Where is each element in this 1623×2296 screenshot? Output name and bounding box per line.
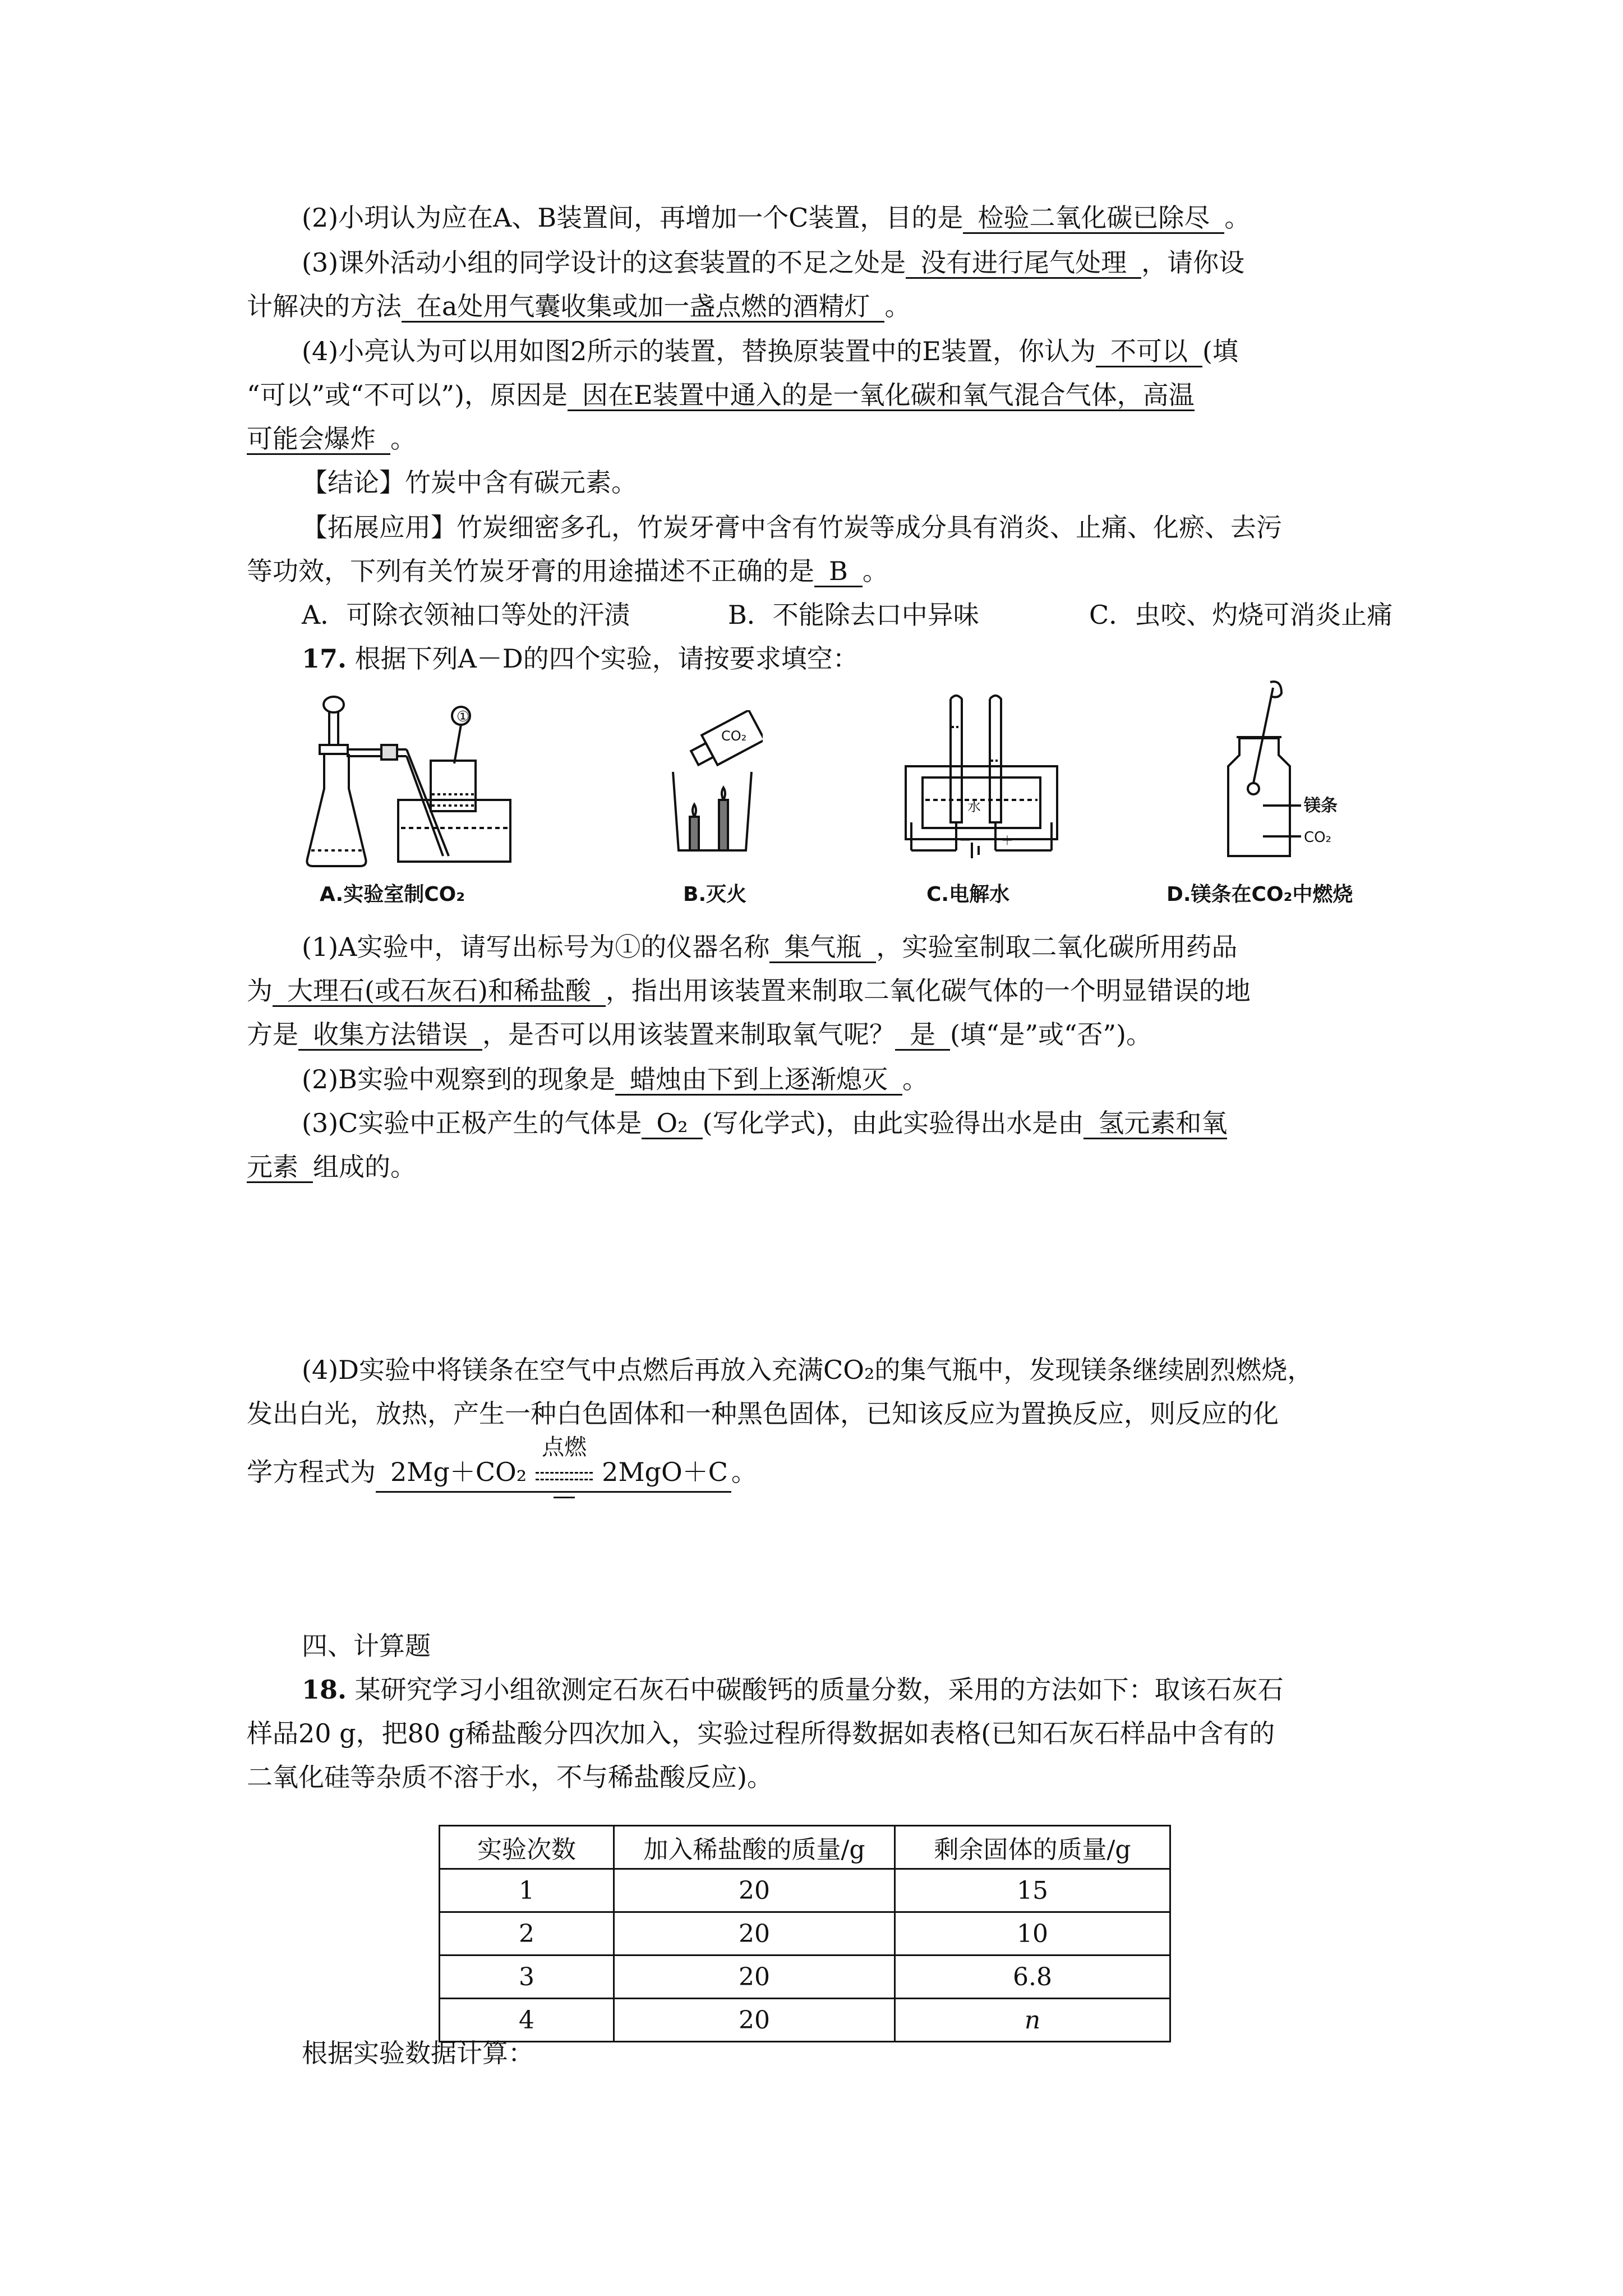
equation-left: 2Mg＋CO₂ <box>390 1457 527 1487</box>
q16-part4-line2 <box>247 378 1195 412</box>
q18-after-table: 根据实验数据计算： <box>302 2038 534 2068</box>
q16-part4-line1 <box>302 334 1238 368</box>
marker-1: ① <box>457 708 470 725</box>
answer-blank: 大理石(或石灰石)和稀盐酸 <box>273 976 606 1007</box>
table-cell: 15 <box>895 1869 1170 1912</box>
answer-blank: 检验二氧化碳已除尽 <box>963 203 1224 234</box>
table-row <box>440 1999 1170 2042</box>
q18-line3: 二氧化硅等杂质不溶于水，不与稀盐酸反应)。 <box>247 1762 773 1792</box>
table-cell: n <box>895 1999 1170 2042</box>
punctuation: 。 <box>390 424 416 454</box>
answer-blank: 不可以 <box>1096 337 1202 367</box>
question-stem: 根据下列A－D的四个实验，请按要求填空： <box>354 643 859 674</box>
table-header: 加入稀盐酸的质量/g <box>614 1826 895 1869</box>
reaction-condition <box>533 1434 595 1491</box>
table-cell: 20 <box>614 1999 895 2042</box>
q17-part1-line2 <box>247 974 1251 1007</box>
experiment-data-table <box>439 1825 1171 2042</box>
magnesium-burning-figure <box>1211 677 1357 867</box>
table-cell: 10 <box>895 1912 1170 1955</box>
answer-blank: 集气瓶 <box>769 932 876 963</box>
table-cell: 20 <box>614 1869 895 1912</box>
extension-text: 等功效，下列有关竹炭牙膏的用途描述不正确的是 <box>247 556 814 586</box>
punctuation: 。 <box>884 291 911 321</box>
extension-line1: 【拓展应用】竹炭细密多孔，竹炭牙膏中含有竹炭等成分具有消炎、止痛、化瘀、去污 <box>302 512 1282 542</box>
table-cell: 6.8 <box>895 1955 1170 1999</box>
option-c: C．虫咬、灼烧可消炎止痛 <box>1089 600 1393 630</box>
q17-p1-text5: 方是 <box>247 1019 298 1050</box>
q17-p1-text: (1)A实验中，请写出标号为①的仪器名称 <box>302 932 770 962</box>
table-cell: 20 <box>614 1955 895 1999</box>
plus-sign: ＋ <box>1001 834 1014 848</box>
answer-blank: 氢元素和氧 <box>1083 1108 1227 1139</box>
conclusion: 【结论】竹炭中含有碳元素。 <box>302 467 637 498</box>
condition-label: 点燃 <box>542 1434 587 1460</box>
table-row <box>440 1869 1170 1912</box>
q16-part3-line2 <box>247 289 910 323</box>
q17-part1-line1 <box>302 930 1237 964</box>
table-row <box>440 1955 1170 1999</box>
q16-part2 <box>302 201 1250 234</box>
table-cell: 4 <box>440 1999 614 2042</box>
q17-p2-text: (2)B实验中观察到的现象是 <box>302 1064 615 1094</box>
table-row <box>440 1912 1170 1955</box>
magnesium-label: 镁条 <box>1304 796 1338 816</box>
answer-blank: B <box>814 556 863 587</box>
q16-part4-line3 <box>247 422 416 455</box>
q17-p1-text3: 为 <box>247 976 273 1006</box>
table-header: 剩余固体的质量/g <box>895 1826 1170 1869</box>
table-cell: 2 <box>440 1912 614 1955</box>
question-number: 18. <box>302 1674 347 1705</box>
table-cell: 1 <box>440 1869 614 1912</box>
q16-p2-text: (2)小玥认为应在A、B装置间，再增加一个C装置，目的是 <box>302 203 963 233</box>
q18-text1: 某研究学习小组欲测定石灰石中碳酸钙的质量分数，采用的方法如下：取该石灰石 <box>354 1674 1284 1705</box>
q17-part3-line1 <box>302 1106 1227 1140</box>
option-b: B．不能除去口中异味 <box>728 600 979 630</box>
q17-p1-text2: ，实验室制取二氧化碳所用药品 <box>876 932 1238 962</box>
equation-right: 2MgO＋C <box>602 1457 728 1487</box>
q17-p3-text3: 组成的。 <box>313 1152 416 1182</box>
q17-part3-line2 <box>247 1150 416 1184</box>
q17-part4-line1: (4)D实验中将镁条在空气中点燃后再放入充满CO₂的集气瓶中，发现镁条继续剧烈燃烧， <box>302 1355 1313 1385</box>
answer-blank: 元素 <box>247 1152 313 1183</box>
punctuation: 。 <box>1224 203 1251 233</box>
punctuation: 。 <box>862 556 888 586</box>
q16-p4-text3: “可以”或“不可以”)，原因是 <box>247 380 568 410</box>
table-header: 实验次数 <box>440 1826 614 1869</box>
extension-line2 <box>247 554 888 588</box>
extinguish-candle-figure <box>667 710 763 862</box>
q17-part4-line2: 发出白光，放热，产生一种白色固体和一种黑色固体，已知该反应为置换反应，则反应的化 <box>247 1398 1279 1429</box>
q17-p1-text7: (填“是”或“否”)。 <box>950 1019 1152 1050</box>
table-cell: 20 <box>614 1912 895 1955</box>
answer-blank: 因在E装置中通入的是一氧化碳和氧气混合气体，高温 <box>568 380 1195 411</box>
q17-stem <box>302 642 859 675</box>
figure-a-caption: A.实验室制CO₂ <box>320 883 465 906</box>
minus-sign: － <box>959 834 972 848</box>
co2-bottle-label: CO₂ <box>721 728 747 744</box>
q16-p3-text3: 计解决的方法 <box>247 291 402 321</box>
q16-p3-text: (3)课外活动小组的同学设计的这套装置的不足之处是 <box>302 247 906 278</box>
q17-p3-text2: (写化学式)，由此实验得出水是由 <box>702 1108 1084 1138</box>
option-a: A．可除衣领袖口等处的汗渍 <box>302 600 630 630</box>
co2-lab-apparatus-figure <box>303 693 527 878</box>
answer-blank: 是 <box>895 1020 950 1051</box>
q17-p4-text: 学方程式为 <box>247 1457 376 1487</box>
figure-b-caption: B.灭火 <box>683 883 747 906</box>
q17-p1-text4: ，指出用该装置来制取二氧化碳气体的一个明显错误的地 <box>605 976 1251 1006</box>
q16-p4-text2: (填 <box>1202 336 1238 366</box>
answer-blank: 可能会爆炸 <box>247 424 390 455</box>
answer-blank: O₂ <box>642 1108 702 1139</box>
figure-d-caption: D.镁条在CO₂中燃烧 <box>1166 883 1353 906</box>
answer-blank: 没有进行尾气处理 <box>906 248 1141 279</box>
punctuation: 。 <box>902 1064 928 1094</box>
q16-p3-text2: ，请你设 <box>1141 247 1245 278</box>
q17-part1-line3 <box>247 1018 1152 1051</box>
q18-line2: 样品20 g，把80 g稀盐酸分四次加入，实验过程所得数据如表格(已知石灰石样品中含有的 <box>247 1718 1275 1749</box>
q17-p3-text: (3)C实验中正极产生的气体是 <box>302 1108 642 1138</box>
section-heading: 四、计算题 <box>302 1631 431 1661</box>
q17-p1-text6: ，是否可以用该装置来制取氧气呢？ <box>482 1019 895 1050</box>
q18-line1 <box>302 1673 1284 1706</box>
co2-label: CO₂ <box>1304 829 1332 846</box>
q16-p4-text: (4)小亮认为可以用如图2所示的装置，替换原装置中的E装置，你认为 <box>302 336 1096 366</box>
q16-part3-line1 <box>302 246 1244 279</box>
question-number: 17. <box>302 643 347 674</box>
answer-blank: 收集方法错误 <box>298 1020 482 1051</box>
table-cell: 3 <box>440 1955 614 1999</box>
answer-blank: 在a处用气囊收集或加一盏点燃的酒精灯 <box>402 292 884 323</box>
water-label: 水 <box>967 799 981 815</box>
q17-part2 <box>302 1062 928 1096</box>
q17-part4-line3 <box>247 1434 757 1493</box>
punctuation: 。 <box>731 1457 757 1487</box>
equation-answer <box>376 1434 731 1493</box>
table-header-row <box>440 1826 1170 1869</box>
answer-blank: 蜡烛由下到上逐渐熄灭 <box>615 1065 902 1096</box>
water-electrolysis-figure <box>900 682 1063 867</box>
figure-c-caption: C.电解水 <box>926 883 1010 906</box>
